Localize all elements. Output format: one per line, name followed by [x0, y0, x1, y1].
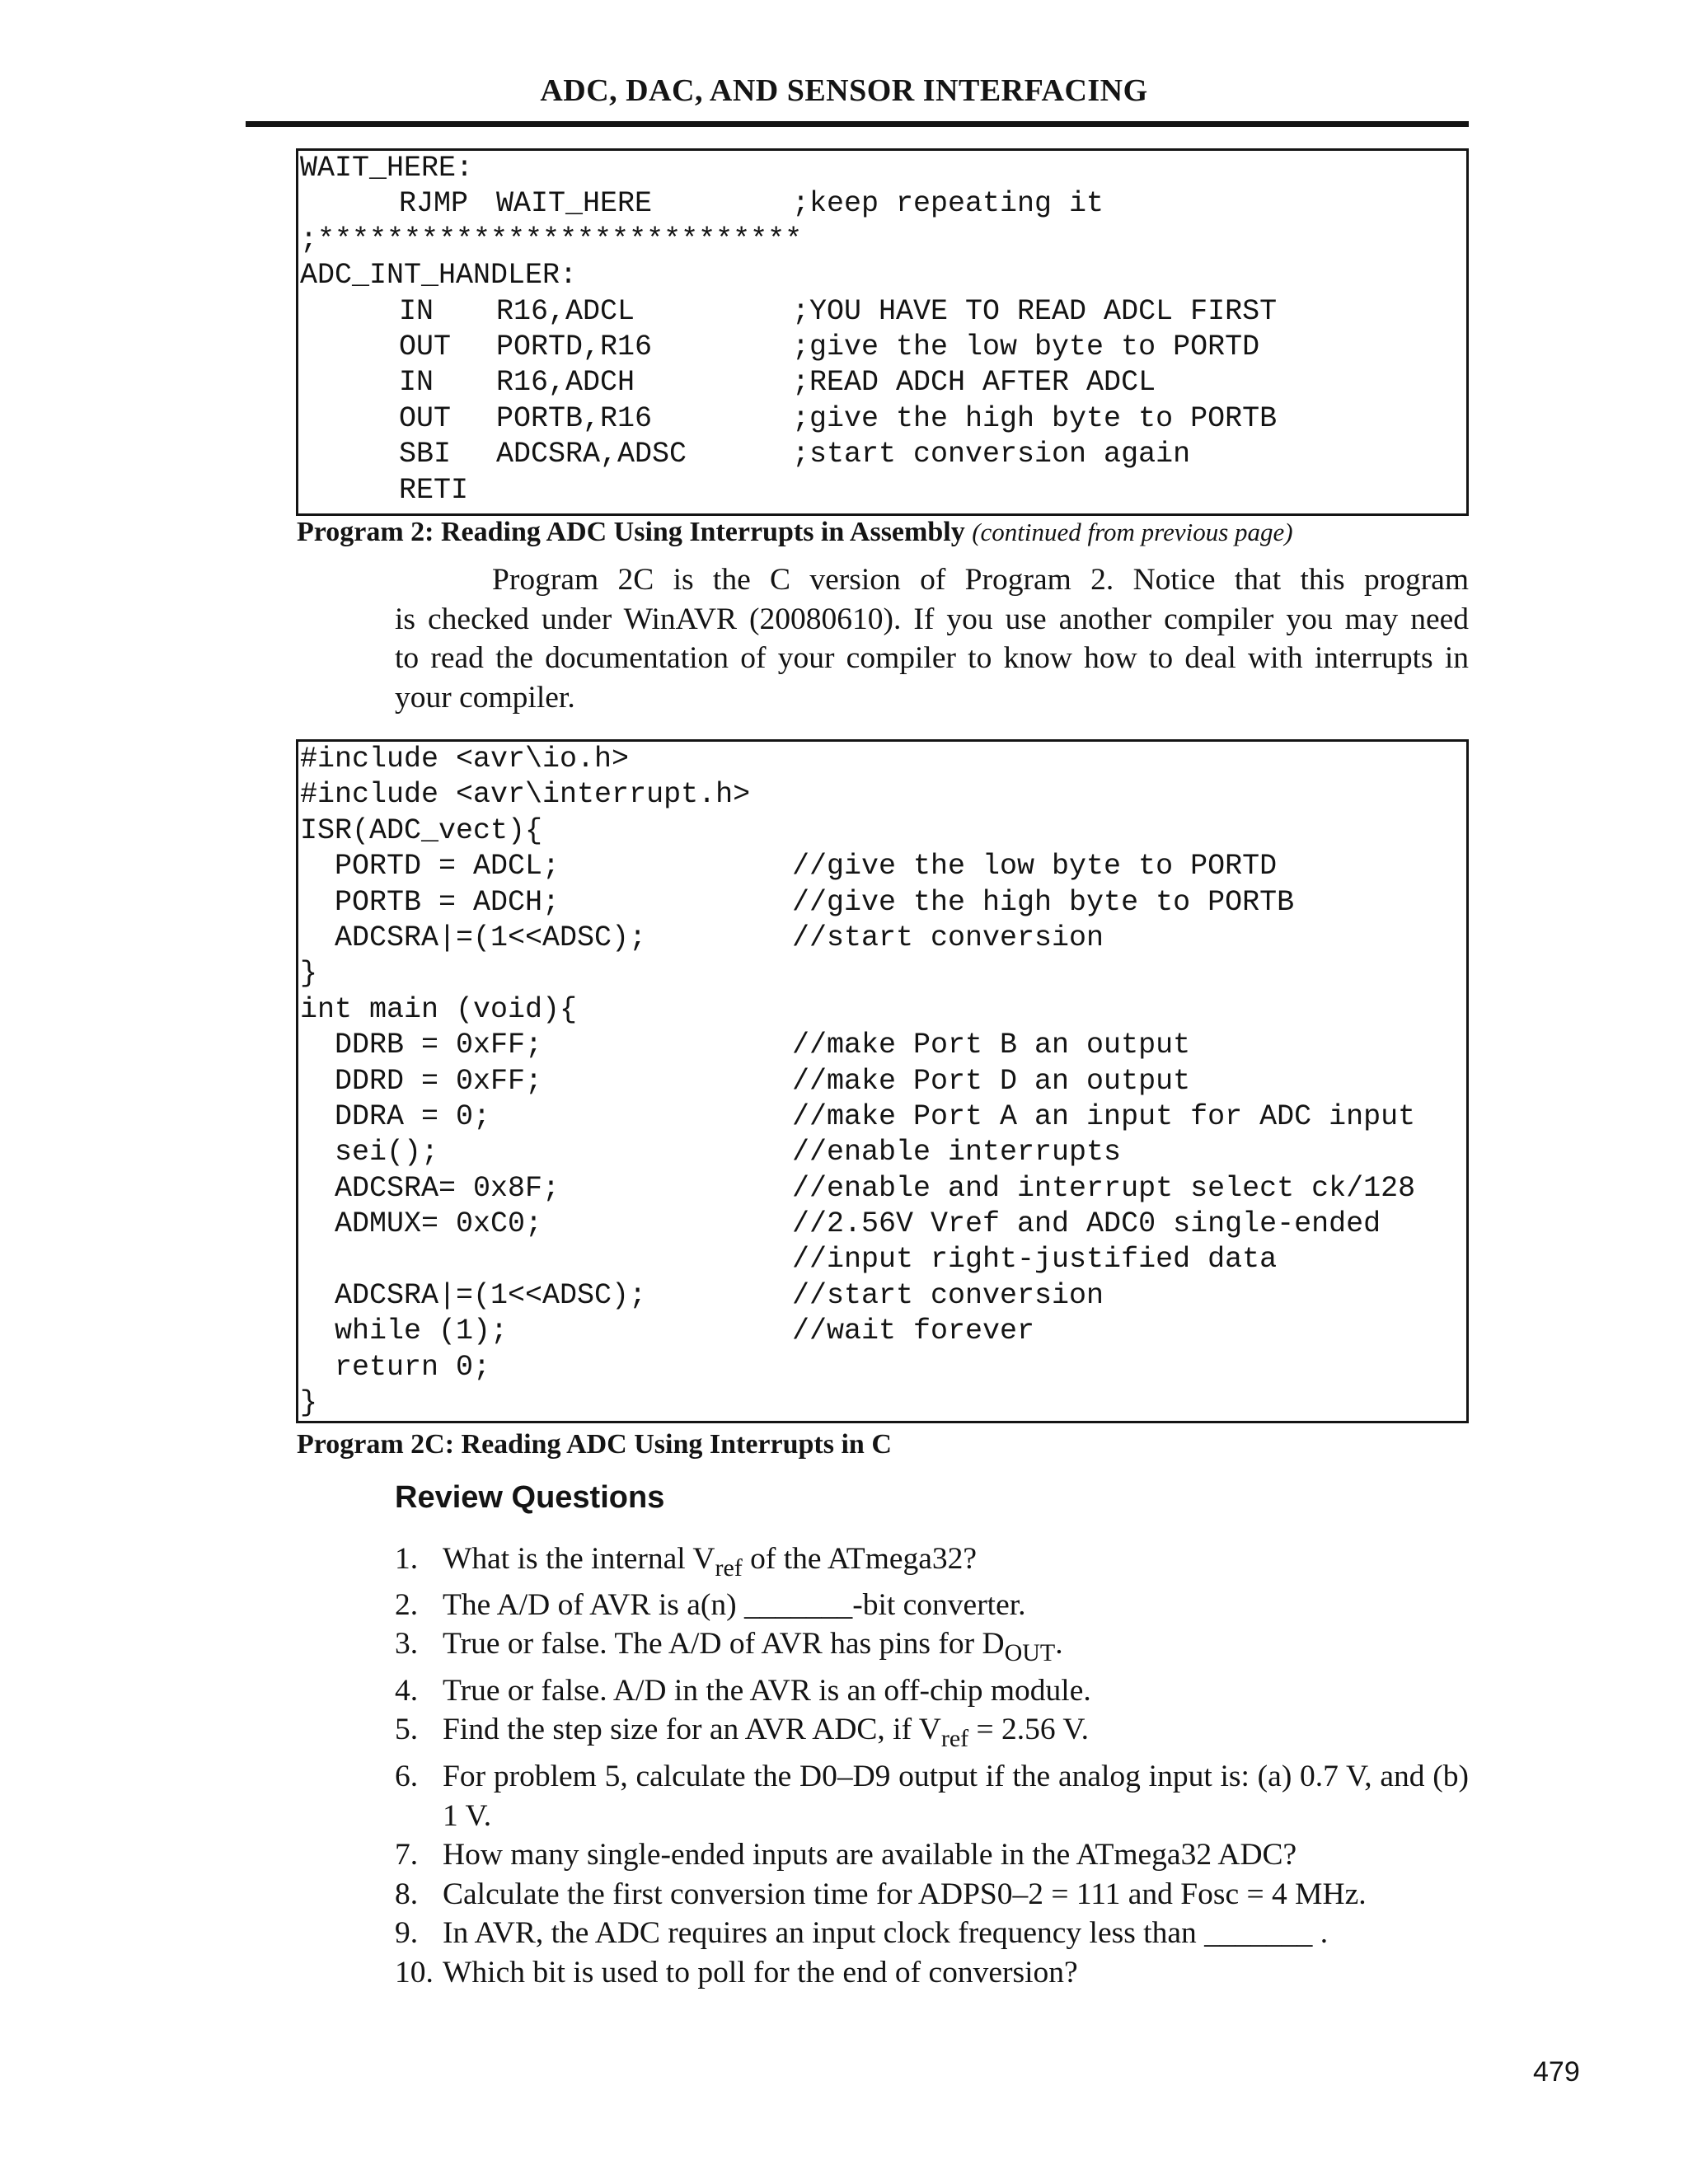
code-line [300, 186, 1466, 222]
question-text-part: Calculate the first conversion time for ADPS0–2 = 111 and Fosc = 4 MHz. [443, 1877, 1367, 1911]
question-text [443, 1586, 1469, 1625]
question-number: 2. [395, 1588, 419, 1622]
code-mnemonic: SBI [399, 438, 452, 471]
code-comment: ;READ ADCH AFTER ADCL [792, 366, 1156, 400]
code-line [300, 992, 1466, 1028]
subscript: ref [940, 1725, 969, 1752]
paragraph-line: is checked under WinAVR (20080610). If you use another compiler you may need [395, 602, 1469, 636]
question-text-part: The A/D of AVR is a(n) _______-bit converter. [443, 1588, 1026, 1622]
question-number: 9. [395, 1916, 419, 1950]
question-number: 5. [395, 1713, 419, 1746]
code-line [300, 1207, 1466, 1242]
code-statement: DDRD = 0xFF; [300, 1064, 543, 1098]
code-statement: #include <avr\io.h> [300, 743, 630, 776]
code-line [300, 401, 1466, 437]
question-number: 8. [395, 1877, 419, 1911]
code-comment: //wait forever [792, 1315, 1035, 1348]
question-text [443, 1540, 1469, 1582]
code-statement: DDRA = 0; [300, 1099, 491, 1133]
code-line [300, 921, 1466, 956]
question-text-part: Which bit is used to poll for the end of conversion? [443, 1956, 1078, 1990]
code-comment: ;give the high byte to PORTB [792, 401, 1278, 435]
question-text [443, 1953, 1469, 1993]
code-mnemonic: RJMP [399, 187, 469, 221]
question-text-part: True or false. A/D in the AVR is an off-chip module. [443, 1674, 1091, 1708]
code-statement: while (1); [300, 1315, 509, 1348]
question-text-part: How many single-ended inputs are available in the ATmega32 ADC? [443, 1838, 1297, 1872]
code-statement: ADCSRA= 0x8F; [300, 1171, 560, 1205]
code-comment: //give the high byte to PORTB [792, 885, 1295, 919]
code-operand: R16,ADCH [496, 366, 635, 400]
question-number: 6. [395, 1760, 419, 1793]
assembly-code-box [296, 148, 1469, 516]
code-line [300, 1242, 1466, 1277]
code-line [300, 956, 1466, 991]
code-line [300, 365, 1466, 401]
code-operand: WAIT_HERE [496, 187, 653, 221]
code-label: ADC_INT_HANDLER: [300, 259, 578, 293]
code-statement: ADCSRA|=(1<<ADSC); [300, 921, 647, 954]
code-comment: ;give the low byte to PORTD [792, 330, 1260, 363]
code-line [300, 258, 1466, 293]
code-line [300, 1028, 1466, 1063]
code-comment: //enable and interrupt select ck/128 [792, 1171, 1416, 1205]
code-comment: //enable interrupts [792, 1136, 1122, 1169]
code-operand: ADCSRA,ADSC [496, 438, 687, 471]
code-mnemonic: IN [399, 294, 434, 328]
paragraph-line: Program 2C is the C version of Program 2. Notice that this program [492, 563, 1469, 597]
code-label: ;**************************** [300, 223, 803, 256]
code-mnemonic: OUT [399, 401, 452, 435]
code-label: WAIT_HERE: [300, 152, 474, 185]
question-text [443, 1757, 1469, 1835]
program2-caption-note: (continued from previous page) [972, 518, 1293, 546]
question-text-part: = 2.56 V. [968, 1713, 1089, 1746]
code-line [300, 1064, 1466, 1099]
subscript: OUT [1004, 1639, 1056, 1666]
review-questions-heading: Review Questions [395, 1480, 665, 1515]
code-line [300, 1135, 1466, 1170]
header-rule [246, 121, 1469, 127]
code-line [300, 1171, 1466, 1207]
code-comment: ;start conversion again [792, 438, 1191, 471]
code-operand: PORTD,R16 [496, 330, 653, 363]
question-number: 7. [395, 1838, 419, 1872]
code-line [300, 885, 1466, 921]
code-statement: PORTD = ADCL; [300, 850, 560, 883]
code-line [300, 1278, 1466, 1314]
code-comment: ;keep repeating it [792, 187, 1104, 221]
code-comment: //input right-justified data [792, 1243, 1278, 1277]
program2c-caption: Program 2C: Reading ADC Using Interrupts in C [297, 1429, 892, 1460]
code-line [300, 849, 1466, 884]
program2-caption [297, 517, 1293, 548]
question-text [443, 1835, 1469, 1875]
code-statement: ADCSRA|=(1<<ADSC); [300, 1278, 647, 1312]
code-comment: //make Port A an input for ADC input [792, 1099, 1416, 1133]
code-statement: sei(); [300, 1136, 439, 1169]
code-mnemonic: OUT [399, 330, 452, 363]
question-number: 3. [395, 1627, 419, 1661]
code-line [300, 294, 1466, 330]
code-statement: int main (void){ [300, 992, 578, 1026]
question-text-part: . [1055, 1627, 1063, 1661]
code-comment: ;YOU HAVE TO READ ADCL FIRST [792, 294, 1278, 328]
question-text [443, 1914, 1469, 1953]
question-text-part: Find the step size for an AVR ADC, if V [443, 1713, 941, 1746]
code-mnemonic: RETI [399, 473, 469, 507]
code-line [300, 1385, 1466, 1421]
code-statement: ADMUX= 0xC0; [300, 1207, 543, 1241]
code-comment: //start conversion [792, 921, 1104, 954]
code-statement: ISR(ADC_vect){ [300, 813, 543, 847]
question-text [443, 1875, 1469, 1915]
code-mnemonic: IN [399, 366, 434, 400]
code-operand: PORTB,R16 [496, 401, 653, 435]
code-line [300, 330, 1466, 365]
page-number: 479 [1533, 2056, 1580, 2088]
code-operand: R16,ADCL [496, 294, 635, 328]
paragraph-line: to read the documentation of your compiler to know how to deal with interrupts in [395, 641, 1469, 675]
paragraph-line: your compiler. [395, 680, 575, 715]
code-line [300, 777, 1466, 813]
question-text [443, 1710, 1469, 1750]
code-statement: } [300, 957, 318, 991]
question-text-part: For problem 5, calculate the D0–D9 output if the analog input is: (a) 0.7 V, and (b) 1 V. [443, 1760, 1469, 1833]
subscript: ref [715, 1554, 743, 1582]
code-line [300, 1314, 1466, 1349]
code-statement: PORTB = ADCH; [300, 885, 560, 919]
code-statement: } [300, 1386, 318, 1420]
question-text-part: of the ATmega32? [742, 1542, 978, 1576]
question-text-part: True or false. The A/D of AVR has pins for D [443, 1627, 1005, 1661]
code-line [300, 223, 1466, 258]
question-number: 1. [395, 1542, 419, 1576]
code-line [300, 1099, 1466, 1135]
question-text [443, 1671, 1469, 1711]
code-line [300, 473, 1466, 509]
question-text-part: What is the internal V [443, 1542, 715, 1576]
code-line [300, 1350, 1466, 1385]
question-text-part: In AVR, the ADC requires an input clock frequency less than _______ . [443, 1916, 1329, 1950]
code-comment: //give the low byte to PORTD [792, 850, 1278, 883]
question-number: 10. [395, 1956, 434, 1990]
program2-caption-title: Program 2: Reading ADC Using Interrupts in Assembly [297, 517, 965, 547]
question-number: 4. [395, 1674, 419, 1708]
code-line [300, 742, 1466, 777]
code-line [300, 813, 1466, 849]
question-text [443, 1624, 1469, 1664]
body-paragraph [395, 560, 1469, 717]
code-line [300, 151, 1466, 186]
c-code-box [296, 739, 1469, 1423]
code-comment: //start conversion [792, 1278, 1104, 1312]
code-comment: //make Port D an output [792, 1064, 1191, 1098]
code-comment: //make Port B an output [792, 1029, 1191, 1062]
code-statement: return 0; [300, 1350, 491, 1384]
code-statement: #include <avr\interrupt.h> [300, 778, 751, 812]
code-statement: DDRB = 0xFF; [300, 1029, 543, 1062]
code-line [300, 437, 1466, 472]
page-header: ADC, DAC, AND SENSOR INTERFACING [540, 73, 1148, 108]
code-comment: //2.56V Vref and ADC0 single-ended [792, 1207, 1381, 1241]
